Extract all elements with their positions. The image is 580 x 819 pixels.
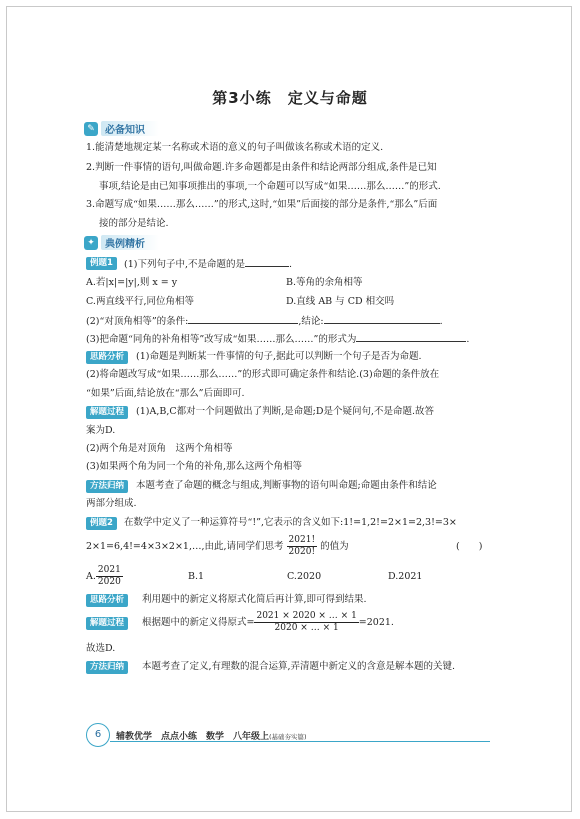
example2-analysis-tag: 思路分析: [86, 594, 128, 607]
example2-sol2: 故选D.: [86, 643, 116, 654]
example2-solution: 根据题中的新定义得原式= $\frac{2021 \times 2020 \times \dots \times 1}{2020 \times \dots \times 1}$ =2021.: [142, 611, 394, 633]
example2-option-b: B.1: [188, 571, 205, 582]
example1-method2: 两部分组成.: [86, 498, 137, 509]
example2-method-tag: 方法归纳: [86, 661, 128, 674]
section-knowledge-header: ✎ 必备知识: [84, 121, 159, 136]
example1-method1: 本题考查了命题的概念与组成,判断事物的语句叫命题;命题由条件和结论: [136, 480, 437, 491]
example2-q1: 在数学中定义了一种运算符号“!”,它表示的含义如下:1!=1,2!=2×1=2,3!=3×: [124, 517, 457, 528]
example1-q1: (1)下列句子中,不是命题的是 .: [124, 256, 292, 272]
page-title: 第3小练 定义与命题: [212, 89, 368, 107]
example1-solution-tag: 解题过程: [86, 406, 128, 419]
example1-analysis2: (2)将命题改写成“如果……那么……”的形式即可确定条件和结论.(3)命题的条件放在: [86, 369, 440, 380]
lightbulb-icon: ✦: [84, 236, 98, 250]
example1-tag: 例题1: [86, 257, 117, 270]
footer-text: 辅教优学 点点小练 数学 八年级上(基础夯实篇): [116, 731, 307, 742]
example1-sol1: (1)A,B,C都对一个问题做出了判断,是命题;D是个疑问句,不是命题.故答: [136, 406, 434, 417]
page-number: 6: [86, 723, 110, 747]
example1-analysis-tag: 思路分析: [86, 351, 128, 364]
example2-option-d: D.2021: [388, 571, 423, 582]
knowledge-p2a: 2.判断一件事情的语句,叫做命题.许多命题都是由条件和结论两部分组成,条件是已知: [86, 162, 437, 173]
example1-option-b: B.等角的余角相等: [286, 277, 363, 288]
knowledge-p3a: 3.命题写成“如果……那么……”的形式,这时,“如果”后面接的部分是条件,“那么”后面: [86, 199, 438, 210]
example1-method-tag: 方法归纳: [86, 480, 128, 493]
example1-q2: (2)“对顶角相等”的条件: ,结论: .: [86, 313, 443, 329]
example1-analysis1: (1)命题是判断某一件事情的句子,据此可以判断一个句子是否为命题.: [136, 351, 422, 362]
example1-option-a: A.若|x|=|y|,则 x = y: [86, 277, 178, 288]
example1-analysis3: “如果”后面,结论放在“那么”后面即可.: [86, 388, 245, 399]
example1-option-c: C.两直线平行,同位角相等: [86, 296, 194, 307]
example2-option-c: C.2020: [287, 571, 322, 582]
footer: [86, 723, 307, 747]
example2-q2: 2×1=6,4!=4×3×2×1,…,由此,请同学们思考 $\frac{2021!}{2020!}$ 的值为: [86, 535, 349, 557]
example1-q3: (3)把命题“同角的补角相等”改写成“如果……那么……”的形式为 .: [86, 331, 469, 347]
example2-option-a: A. $\frac{2021}{2020}$: [86, 565, 121, 587]
section-examples-header: ✦ 典例精析: [84, 235, 159, 250]
knowledge-p2b: 事项,结论是由已知事项推出的事项,一个命题可以写成“如果……那么……”的形式.: [99, 181, 441, 192]
example2-solution-fraction: $\frac{2021 \times 2020 \times \dots \times 1}{2020 \times \dots \times 1}$: [256, 611, 357, 633]
knowledge-p1: 1.能清楚地规定某一名称或术语的意义的句子叫做该名称或术语的定义.: [86, 142, 384, 153]
book-icon: ✎: [84, 122, 98, 136]
example1-option-d: D.直线 AB 与 CD 相交吗: [286, 296, 395, 307]
example2-analysis: 利用题中的新定义将原式化简后再计算,即可得到结果.: [142, 594, 367, 605]
example2-answer-paren: ( ): [456, 541, 483, 552]
example2-solution-tag: 解题过程: [86, 617, 128, 630]
knowledge-p3b: 接的部分是结论.: [99, 218, 169, 229]
example2-tag: 例题2: [86, 517, 117, 530]
example1-sol3: (2)两个角是对顶角 这两个角相等: [86, 443, 233, 454]
example2-method: 本题考查了定义,有理数的混合运算,弄清题中新定义的含意是解本题的关键.: [142, 661, 456, 672]
example1-sol4: (3)如果两个角为同一个角的补角,那么这两个角相等: [86, 461, 302, 472]
example1-sol2: 案为D.: [86, 425, 116, 436]
example2-fraction: $\frac{2021!}{2020!}$: [288, 535, 316, 557]
